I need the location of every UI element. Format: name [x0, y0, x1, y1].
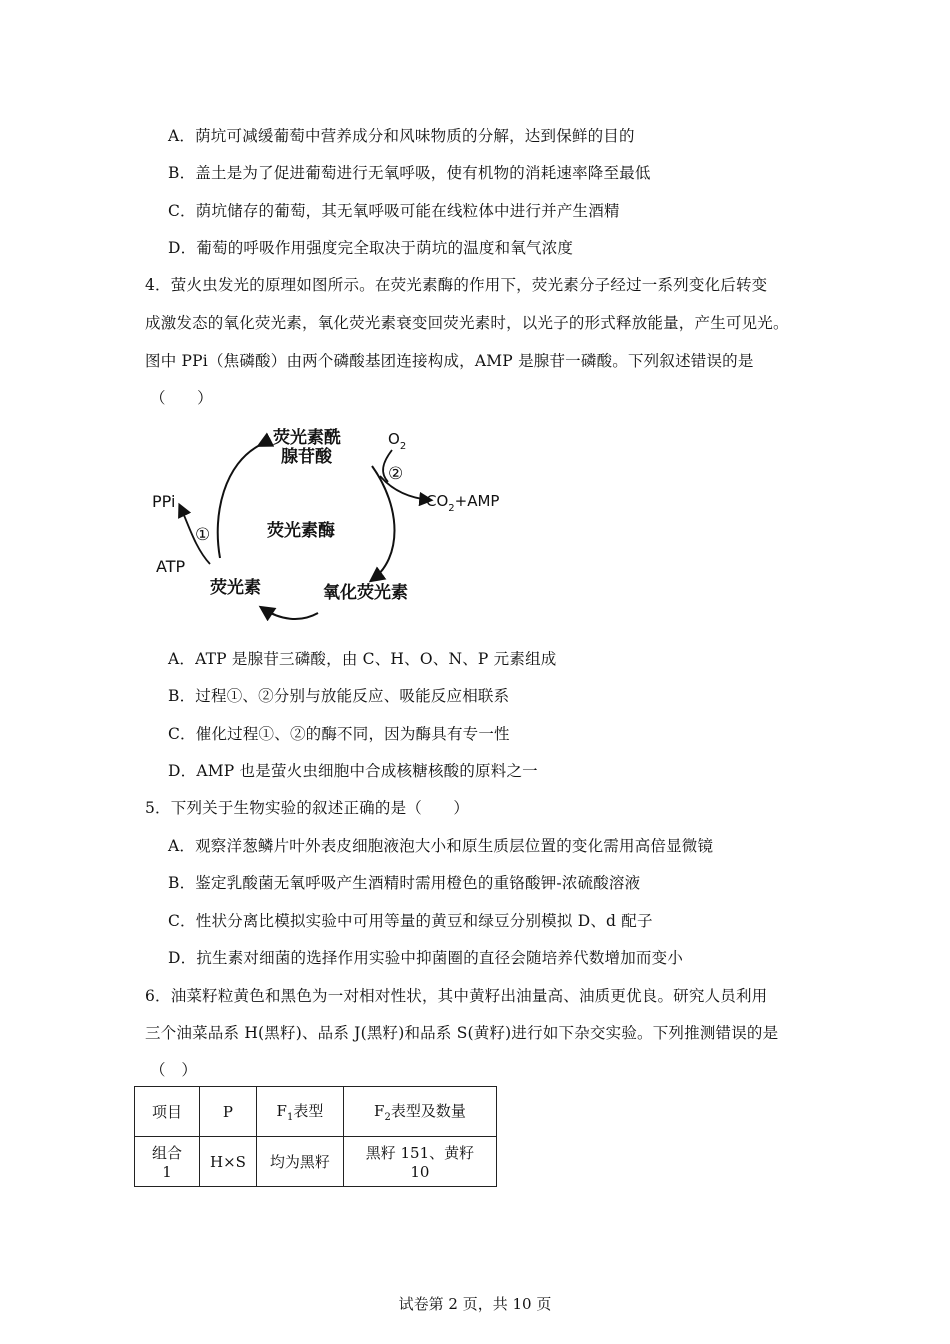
- q5-option-c: C．性状分离比模拟实验中可用等量的黄豆和绿豆分别模拟 D、d 配子: [168, 912, 653, 930]
- cell-f2: 黑籽 151、黄籽 10: [343, 1137, 496, 1187]
- firefly-luminescence-diagram: [140, 418, 520, 633]
- q6-stem-line-1: 6．油菜籽粒黄色和黑色为一对相对性状，其中黄籽出油量高、油质更优良。研究人员利用: [145, 987, 768, 1005]
- cell-parents: H×S: [200, 1137, 257, 1187]
- header-f2-phenotype-count: $F_2$表型及数量: [343, 1087, 496, 1137]
- q5-option-d: D．抗生素对细菌的选择作用实验中抑菌圈的直径会随培养代数增加而变小: [168, 949, 684, 967]
- q5-option-a: A．观察洋葱鳞片叶外表皮细胞液泡大小和原生质层位置的变化需用高倍显微镜: [168, 837, 714, 855]
- header-item: 项目: [135, 1087, 200, 1137]
- hybridization-table: [134, 1086, 497, 1187]
- header-p: P: [200, 1087, 257, 1137]
- cell-f1: 均为黑籽: [256, 1137, 343, 1187]
- q4-stem-line-3: 图中 PPi（焦磷酸）由两个磷酸基团连接构成，AMP 是腺苷一磷酸。下列叙述错误的是: [145, 352, 754, 370]
- q5-stem: 5．下列关于生物实验的叙述正确的是（ ）: [145, 799, 470, 817]
- o2-label: $O_2$: [388, 430, 407, 452]
- step-1-marker: ①: [195, 525, 211, 545]
- q4-option-d: D．AMP 也是萤火虫细胞中合成核糖核酸的原料之一: [168, 762, 538, 780]
- step-2-marker: ②: [388, 464, 404, 484]
- luciferase-label: 荧光素酶: [267, 521, 335, 541]
- page-footer: 试卷第 2 页，共 10 页: [398, 1295, 552, 1313]
- table-header-row: [135, 1087, 497, 1137]
- q4-option-c: C．催化过程①、②的酶不同，因为酶具有专一性: [168, 725, 510, 743]
- q3-option-a: A．荫坑可减缓葡萄中营养成分和风味物质的分解，达到保鲜的目的: [168, 127, 635, 145]
- q6-stem-line-2: 三个油菜品系 H(黑籽)、品系 J(黑籽)和品系 S(黄籽)进行如下杂交实验。下列推测错误的是: [145, 1024, 779, 1042]
- q4-option-b: B．过程①、②分别与放能反应、吸能反应相联系: [168, 687, 510, 705]
- oxyluciferin-label: 氧化荧光素: [323, 583, 408, 603]
- cycle-arc-left: [218, 445, 260, 558]
- cell-combination: 组合 1: [135, 1137, 200, 1187]
- q3-option-c: C．荫坑储存的葡萄，其无氧呼吸可能在线粒体中进行并产生酒精: [168, 202, 620, 220]
- q4-stem-line-1: 4．萤火虫发光的原理如图所示。在荧光素酶的作用下，荧光素分子经过一系列变化后转变: [145, 276, 768, 294]
- table-row: [135, 1137, 497, 1187]
- luciferyl-adenylate-label-1: 荧光素酰: [273, 428, 341, 448]
- header-f1-phenotype: $F_1$表型: [256, 1087, 343, 1137]
- atp-label: ATP: [156, 557, 186, 576]
- q3-option-b: B．盖土是为了促进葡萄进行无氧呼吸，使有机物的消耗速率降至最低: [168, 164, 651, 182]
- q4-answer-bracket: （ ）: [150, 389, 213, 407]
- co2-amp-label: $CO_2+AMP$: [426, 492, 500, 514]
- ppi-label: PPi: [152, 492, 176, 511]
- luciferin-label: 荧光素: [210, 578, 261, 598]
- luciferyl-adenylate-label-2: 腺苷酸: [281, 447, 332, 467]
- q6-answer-bracket: （ ）: [150, 1061, 198, 1079]
- q3-option-d: D．葡萄的呼吸作用强度完全取决于荫坑的温度和氧气浓度: [168, 239, 574, 257]
- q5-option-b: B．鉴定乳酸菌无氧呼吸产生酒精时需用橙色的重铬酸钾-浓硫酸溶液: [168, 874, 641, 892]
- q4-option-a: A．ATP 是腺苷三磷酸，由 C、H、O、N、P 元素组成: [168, 650, 557, 668]
- cycle-arc-bottom: [262, 608, 318, 619]
- q4-stem-line-2: 成激发态的氧化荧光素，氧化荧光素衰变回荧光素时，以光子的形式释放能量，产生可见光。: [145, 314, 789, 332]
